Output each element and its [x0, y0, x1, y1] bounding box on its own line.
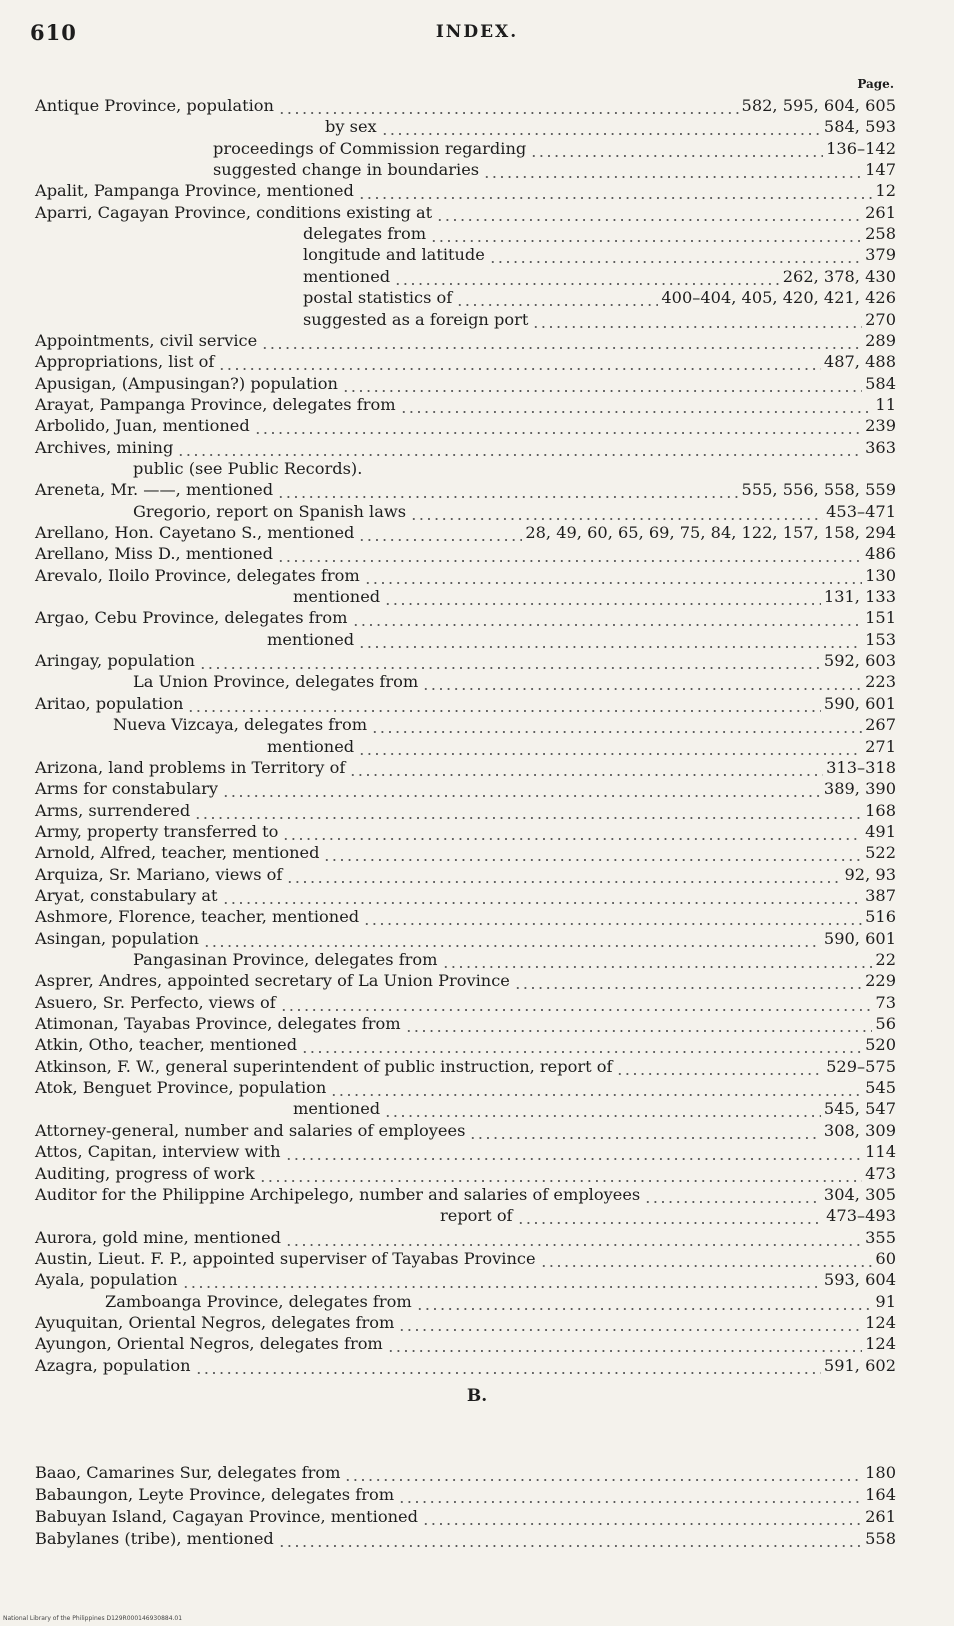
entry-text: Areneta, Mr. ——, mentioned — [35, 480, 274, 500]
dot-leader — [203, 935, 821, 949]
entry-page-numbers: 164 — [865, 1485, 896, 1504]
entry-text: Baao, Camarines Sur, delegates from — [35, 1463, 341, 1482]
entry-page-numbers: 591, 602 — [823, 1355, 896, 1375]
entry-text: Arms for constabulary — [35, 779, 219, 799]
entry-text: Babuyan Island, Cagayan Province, mentioned — [35, 1507, 418, 1526]
index-entry — [35, 1332, 896, 1354]
entry-text: Asingan, population — [35, 928, 199, 948]
entry-text: Arayat, Pampanga Province, delegates from — [35, 394, 396, 414]
entry-text: Asuero, Sr. Perfecto, views of — [35, 992, 276, 1012]
dot-leader — [349, 764, 823, 778]
entry-page-numbers: 124 — [865, 1312, 896, 1332]
entry-text: Austin, Lieut. F. P., appointed superviser of Tayabas Province — [35, 1248, 536, 1268]
dot-leader — [182, 1276, 821, 1290]
entry-text: Azagra, population — [35, 1355, 191, 1375]
entry-page-numbers: 363 — [865, 437, 896, 457]
dot-leader — [469, 1127, 821, 1141]
entry-page-numbers: 153 — [865, 629, 896, 649]
dot-leader — [330, 1084, 862, 1098]
index-entry — [35, 1354, 896, 1376]
entry-text: Atkin, Otho, teacher, mentioned — [35, 1035, 298, 1055]
index-entry — [35, 1290, 896, 1312]
dot-leader — [358, 743, 862, 757]
index-entry — [35, 372, 896, 394]
entry-text: Argao, Cebu Province, delegates from — [35, 608, 348, 628]
dot-leader — [405, 1020, 873, 1034]
entry-text: Archives, mining — [35, 437, 174, 457]
entry-text: Ashmore, Florence, teacher, mentioned — [35, 907, 360, 927]
dot-leader — [323, 849, 862, 863]
dot-leader — [222, 892, 863, 906]
entry-page-numbers: 590, 601 — [823, 693, 896, 713]
index-entry — [35, 927, 896, 949]
dot-leader — [358, 187, 873, 201]
index-entry — [35, 991, 896, 1013]
dot-leader — [342, 380, 862, 394]
index-entry — [35, 1119, 896, 1141]
index-entry — [35, 436, 896, 458]
entry-page-numbers: 261 — [865, 1507, 896, 1526]
entry-page-numbers: 289 — [865, 330, 896, 350]
entry-page-numbers: 545, 547 — [823, 1099, 896, 1119]
dot-leader — [422, 678, 862, 692]
index-entry — [35, 350, 896, 372]
entry-page-numbers: 520 — [865, 1035, 896, 1055]
entry-page-numbers: 168 — [865, 800, 896, 820]
index-entry — [35, 756, 896, 778]
entry-page-numbers: 313–318 — [826, 757, 896, 777]
dot-leader — [517, 1212, 824, 1226]
dot-leader — [644, 1191, 821, 1205]
dot-leader — [400, 401, 873, 415]
dot-leader — [259, 1170, 862, 1184]
entry-text: Appointments, civil service — [35, 330, 258, 350]
entry-page-numbers: 151 — [865, 608, 896, 628]
entry-page-numbers: 271 — [865, 736, 896, 756]
entry-text: Arellano, Miss D., mentioned — [35, 544, 273, 564]
entry-text: Attorney-general, number and salaries of employees — [35, 1120, 466, 1140]
entry-page-numbers: 131, 133 — [823, 587, 896, 607]
entry-page-numbers: 60 — [875, 1248, 896, 1268]
index-entry — [35, 179, 896, 201]
dot-leader — [384, 593, 821, 607]
entry-text: suggested change in boundaries — [213, 160, 480, 180]
entry-text: Nueva Vizcaya, delegates from — [113, 715, 368, 735]
entry-page-numbers: 584, 593 — [823, 117, 896, 137]
entry-page-numbers: 11 — [875, 394, 896, 414]
entry-text: Babylanes (tribe), mentioned — [35, 1529, 274, 1548]
index-entry — [35, 115, 896, 137]
entry-page-numbers: 379 — [865, 245, 896, 265]
index-entry — [35, 308, 896, 330]
entry-text: Ayungon, Oriental Negros, delegates from — [35, 1334, 383, 1354]
entry-page-numbers: 239 — [865, 416, 896, 436]
entry-page-numbers: 592, 603 — [823, 651, 896, 671]
index-entry — [35, 201, 896, 223]
index-entry — [35, 1226, 896, 1248]
entry-text: Auditing, progress of work — [35, 1163, 255, 1183]
entry-page-numbers: 180 — [865, 1463, 896, 1482]
index-entry — [35, 1162, 896, 1184]
index-entry — [35, 1097, 896, 1119]
entry-text: Auditor for the Philippine Archipelego, number and salaries of employees — [35, 1184, 641, 1204]
entry-page-numbers: 270 — [865, 309, 896, 329]
entry-page-numbers: 486 — [865, 544, 896, 564]
section-heading-b: B. — [466, 1386, 488, 1406]
dot-leader — [194, 807, 862, 821]
dot-leader — [371, 721, 862, 735]
entry-text: suggested as a foreign port — [303, 309, 529, 329]
entry-page-numbers: 473–493 — [826, 1206, 896, 1226]
entry-text: Atimonan, Tayabas Province, delegates from — [35, 1014, 401, 1034]
entry-text: delegates from — [303, 224, 427, 244]
entry-text: Apusigan, (Ampusingan?) population — [35, 373, 338, 393]
entry-text: Ayala, population — [35, 1270, 178, 1290]
entry-page-numbers: 258 — [865, 224, 896, 244]
dot-leader — [187, 700, 821, 714]
entry-text: Arevalo, Iloilo Province, delegates from — [35, 565, 360, 585]
entry-text: Attos, Capitan, interview with — [35, 1142, 281, 1162]
entry-page-numbers: 555, 556, 558, 559 — [741, 480, 896, 500]
dot-leader — [344, 1469, 862, 1483]
dot-leader — [540, 1255, 873, 1269]
entry-text: Asprer, Andres, appointed secretary of La Union Province — [35, 971, 510, 991]
dot-leader — [430, 230, 862, 244]
dot-leader — [436, 209, 862, 223]
dot-leader — [280, 999, 873, 1013]
page-column-label: Page. — [857, 77, 894, 91]
entry-page-numbers: 223 — [865, 672, 896, 692]
dot-leader — [384, 1105, 821, 1119]
index-entry — [35, 94, 896, 116]
entry-text: Ayuquitan, Oriental Negros, delegates from — [35, 1312, 395, 1332]
dot-leader — [363, 913, 862, 927]
index-entry — [35, 1183, 896, 1205]
dot-leader — [358, 636, 862, 650]
dot-leader — [286, 871, 841, 885]
entry-page-numbers: 516 — [865, 907, 896, 927]
entry-page-numbers: 12 — [875, 181, 896, 201]
entry-text: Aritao, population — [35, 693, 184, 713]
entry-text: mentioned — [293, 1099, 381, 1119]
index-entry — [35, 969, 896, 991]
index-entry — [35, 799, 896, 821]
footer-text: National Library of the Philippines D129R000146930884.01 — [3, 1615, 183, 1622]
index-entry — [35, 1268, 896, 1290]
index-entry — [35, 521, 896, 543]
entry-text: Arizona, land problems in Territory of — [35, 757, 346, 777]
dot-leader — [254, 422, 862, 436]
entry-page-numbers: 389, 390 — [823, 779, 896, 799]
page-title: INDEX. — [435, 22, 519, 42]
dot-leader — [381, 123, 821, 137]
entry-text: public (see Public Records). — [133, 458, 363, 478]
entry-page-numbers: 114 — [865, 1142, 896, 1162]
index-entry — [35, 329, 896, 351]
entry-text: Zamboanga Province, delegates from — [105, 1291, 412, 1311]
entry-page-numbers: 473 — [865, 1163, 896, 1183]
entry-page-numbers: 545 — [865, 1078, 896, 1098]
entry-page-numbers: 229 — [865, 971, 896, 991]
entry-page-numbers: 73 — [875, 992, 896, 1012]
entry-text: Apalit, Pampanga Province, mentioned — [35, 181, 354, 201]
entry-page-numbers: 130 — [865, 565, 896, 585]
index-entry — [35, 777, 896, 799]
entry-page-numbers: 558 — [865, 1529, 896, 1548]
index-entry — [35, 564, 896, 586]
index-entry — [35, 606, 896, 628]
entry-page-numbers: 529–575 — [826, 1056, 896, 1076]
index-entry — [35, 1033, 896, 1055]
entry-page-numbers: 267 — [865, 715, 896, 735]
entry-text: mentioned — [267, 736, 355, 756]
entry-text: Atkinson, F. W., general superintendent of public instruction, report of — [35, 1056, 613, 1076]
index-entry — [35, 820, 896, 842]
index-entry — [35, 1461, 896, 1483]
dot-leader — [277, 486, 738, 500]
dot-leader — [199, 657, 821, 671]
entry-text: mentioned — [303, 266, 391, 286]
entry-page-numbers: 593, 604 — [823, 1270, 896, 1290]
index-entry — [35, 692, 896, 714]
entry-page-numbers: 147 — [865, 160, 896, 180]
entry-text: Babaungon, Leyte Province, delegates from — [35, 1485, 395, 1504]
index-entry — [35, 457, 896, 479]
dot-leader — [364, 572, 862, 586]
entry-page-numbers: 308, 309 — [823, 1120, 896, 1140]
dot-leader — [352, 614, 863, 628]
dot-leader — [387, 1340, 862, 1354]
entry-page-numbers: 355 — [865, 1227, 896, 1247]
entry-text: La Union Province, delegates from — [133, 672, 419, 692]
entry-text: longitude and latitude — [303, 245, 485, 265]
dot-leader — [301, 1041, 862, 1055]
index-entry — [35, 137, 896, 159]
page-number: 610 — [30, 20, 77, 45]
entry-text: Aurora, gold mine, mentioned — [35, 1227, 282, 1247]
entry-text: Aringay, population — [35, 651, 195, 671]
dot-leader — [616, 1063, 823, 1077]
index-entry — [35, 478, 896, 500]
index-entry — [35, 1505, 896, 1527]
entry-page-numbers: 491 — [865, 821, 896, 841]
dot-leader — [394, 273, 780, 287]
entry-text: mentioned — [267, 629, 355, 649]
dot-leader — [282, 828, 862, 842]
index-entry — [35, 1204, 896, 1226]
entry-page-numbers: 91 — [875, 1291, 896, 1311]
entry-text: Appropriations, list of — [35, 352, 215, 372]
dot-leader — [277, 550, 862, 564]
index-entry — [35, 841, 896, 863]
entry-page-numbers: 136–142 — [826, 138, 896, 158]
dot-leader — [456, 294, 658, 308]
entry-page-numbers: 262, 378, 430 — [782, 266, 896, 286]
dot-leader — [278, 1535, 862, 1549]
index-entry — [35, 905, 896, 927]
dot-leader — [410, 508, 823, 522]
dot-leader — [261, 337, 862, 351]
dot-leader — [285, 1148, 863, 1162]
index-entry — [35, 222, 896, 244]
index-entry — [35, 286, 896, 308]
entry-text: Pangasinan Province, delegates from — [133, 950, 438, 969]
dot-leader — [177, 444, 862, 458]
index-entry — [35, 500, 896, 522]
index-entry — [35, 1012, 896, 1034]
dot-leader — [285, 1234, 862, 1248]
entry-page-numbers: 582, 595, 604, 605 — [741, 96, 896, 115]
entry-page-numbers: 28, 49, 60, 65, 69, 75, 84, 122, 157, 158, 294 — [525, 523, 896, 542]
entry-page-numbers: 304, 305 — [823, 1184, 896, 1204]
dot-leader — [442, 956, 873, 970]
entry-text: postal statistics of — [303, 288, 453, 308]
index-entry — [35, 265, 896, 287]
entry-text: mentioned — [293, 587, 381, 607]
entry-text: Army, property transferred to — [35, 821, 279, 841]
dot-leader — [195, 1362, 821, 1376]
entry-page-numbers: 453–471 — [826, 501, 896, 521]
entry-text: report of — [440, 1206, 513, 1226]
index-entry — [35, 1055, 896, 1077]
entry-page-numbers: 56 — [875, 1014, 896, 1034]
entry-text: Gregorio, report on Spanish laws — [133, 501, 407, 521]
index-entry — [35, 884, 896, 906]
index-entry — [35, 1483, 896, 1505]
index-entry — [35, 243, 896, 265]
index-entry — [35, 1311, 896, 1333]
entry-text: Aryat, constabulary at — [35, 885, 218, 905]
entry-text: Arms, surrendered — [35, 800, 191, 820]
dot-leader — [222, 785, 821, 799]
index-entry — [35, 713, 896, 735]
index-entry — [35, 542, 896, 564]
entry-text: by sex — [325, 117, 377, 137]
dot-leader — [278, 102, 739, 116]
index-entry — [35, 1076, 896, 1098]
index-entry — [35, 393, 896, 415]
dot-leader — [530, 145, 823, 159]
entry-text: proceedings of Commission regarding — [213, 138, 527, 158]
index-entry — [35, 1247, 896, 1269]
dot-leader — [532, 316, 862, 330]
index-entry — [35, 649, 896, 671]
entry-page-numbers: 92, 93 — [844, 864, 896, 884]
dot-leader — [416, 1298, 873, 1312]
index-entry — [35, 158, 896, 180]
entry-text: Arbolido, Juan, mentioned — [35, 416, 250, 436]
index-entry — [35, 1140, 896, 1162]
index-entry — [35, 735, 896, 757]
index-entry — [35, 670, 896, 692]
index-entry — [35, 948, 896, 970]
index-entry — [35, 628, 896, 650]
entry-page-numbers: 261 — [865, 202, 896, 222]
entry-page-numbers: 590, 601 — [823, 928, 896, 948]
entry-page-numbers: 487, 488 — [823, 352, 896, 372]
entry-text: Arquiza, Sr. Mariano, views of — [35, 864, 283, 884]
dot-leader — [398, 1319, 862, 1333]
entry-page-numbers: 522 — [865, 843, 896, 863]
dot-leader — [514, 977, 862, 991]
index-entry — [35, 1527, 896, 1549]
dot-leader — [422, 1513, 862, 1527]
index-entry — [35, 585, 896, 607]
entry-text: Antique Province, population — [35, 96, 274, 115]
entry-page-numbers: 400–404, 405, 420, 421, 426 — [661, 288, 896, 308]
entry-text: Arnold, Alfred, teacher, mentioned — [35, 843, 320, 863]
entry-page-numbers: 584 — [865, 373, 896, 393]
dot-leader — [218, 358, 821, 372]
entry-page-numbers: 387 — [865, 885, 896, 905]
entry-page-numbers: 124 — [865, 1334, 896, 1354]
dot-leader — [489, 251, 862, 265]
dot-leader — [358, 529, 522, 543]
entry-text: Atok, Benguet Province, population — [35, 1078, 327, 1098]
dot-leader — [398, 1491, 862, 1505]
dot-leader — [483, 166, 862, 180]
entry-page-numbers: 22 — [875, 950, 896, 969]
index-entry — [35, 414, 896, 436]
index-entry — [35, 863, 896, 885]
entry-text: Aparri, Cagayan Province, conditions existing at — [35, 202, 433, 222]
entry-text: Arellano, Hon. Cayetano S., mentioned — [35, 523, 355, 542]
